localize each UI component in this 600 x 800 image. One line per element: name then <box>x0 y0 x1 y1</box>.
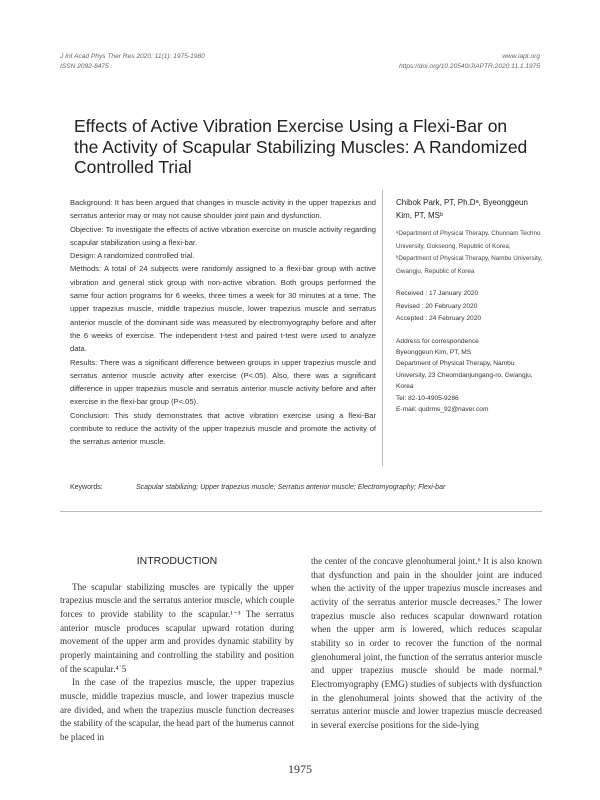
intro-paragraph-1: The scapular stabilizing muscles are typically the upper trapezius muscle and the serratus anterior muscle, which couple forces to provide stability to the scapular.¹⁻³ The serratus anterior muscle produces scapular upward rotation during movement of the upper arm and provides dynamic stability by properly maintaining and controlling the stability and position of the scapular.⁴˙5 <box>60 581 294 674</box>
body-column-right <box>311 555 542 733</box>
paper-title: Effects of Active Vibration Exercise Using a Flexi-Bar on the Activity of Scapular Stabilizing Muscles: A Randomized Controlled Trial <box>74 116 528 177</box>
correspondence <box>396 336 546 416</box>
journal-website-link[interactable]: www.iapt.org <box>502 53 540 60</box>
abstract-design: Design: A randomized controlled trial. <box>70 251 195 261</box>
revised-date: Revised : 20 February 2020 <box>396 302 478 310</box>
keywords-label: Keywords: <box>70 484 103 491</box>
doi-link[interactable]: https://doi.org/10.20540/JIAPTR.2020.11.1.1975 <box>398 63 540 70</box>
column-divider <box>382 190 383 466</box>
intro-paragraph-2: In the case of the trapezius muscle, the upper trapezius muscle, middle trapezius muscle, and lower trapezius muscle are divided, and when the trapezius muscle function decreases the stability of the scapular, the head part of the humerus cannot be placed in <box>60 677 294 742</box>
body-column-left <box>60 555 294 745</box>
accepted-date: Accepted : 24 February 2020 <box>396 315 482 322</box>
abstract-objective: Objective: To investigate the effects of active vibration exercise on muscle activity regarding scapular stabilization using a flexi-bar. <box>70 224 376 247</box>
abstract-background: Background: It has been argued that changes in muscle activity in the upper trapezius and serratus anterior may or may not cause shoulder joint pain and dysfunction. <box>70 198 376 221</box>
journal-citation-line: J Int Acad Phys Ther Res 2020; 11(1): 1975-1980 <box>60 53 205 60</box>
keywords-text: Scapular stabilizing; Upper trapezius muscle; Serratus anterior muscle; Electromyography; Flexi-bar <box>136 484 446 491</box>
author-sidebar <box>396 196 546 415</box>
issn-line: ISSN 2092-8475 <box>60 63 109 70</box>
affiliation-b: ᵇDepartment of Physical Therapy, Nambu University, Gwangju, Republic of Korea <box>396 255 543 275</box>
correspondence-email[interactable]: E-mail: qudrms_92@naver.com <box>396 405 489 413</box>
journal-links <box>399 52 540 72</box>
received-date: Received : 17 January 2020 <box>396 290 479 297</box>
author-list: Chibok Park, PT, Ph.Dᵃ, Byeonggeun Kim, PT, MSᵇ <box>396 198 528 220</box>
section-divider <box>60 511 542 512</box>
submission-dates <box>396 288 546 326</box>
abstract-methods: Methods: A total of 24 subjects were randomly assigned to a flexi-bar group with active vibration and general stick group with non-active vibration. Both groups performed the same four action programs for 6 weeks, three times a week for 30 minutes at a time. The upper trapezius muscle, middle trapezius muscle, lower trapezius muscle and serratus anterior muscle of the dominant side was measured by electromyography before and after the 6 weeks of exercise. The independent t-test and paired t-test were used to analyze data. <box>70 264 376 354</box>
journal-citation <box>60 52 205 72</box>
page-number: 1975 <box>288 762 312 776</box>
correspondence-heading: Address for correspondence <box>396 337 479 345</box>
abstract <box>70 196 376 449</box>
abstract-conclusion: Conclusion: This study demonstrates that active vibration exercise using a flexi-Bar contribute to reduce the activity of the upper trapezius muscle and promote the activity of the serratus anterior muscle. <box>70 410 376 447</box>
affiliation-a: ᵃDepartment of Physical Therapy, Chunnam Techno University, Gokseong, Republic of Korea; <box>396 230 541 250</box>
introduction-heading: INTRODUCTION <box>136 555 218 567</box>
correspondence-tel: Tel: 82-10-4905-9286 <box>396 394 459 402</box>
correspondence-address: Department of Physical Therapy, Nambu University, 23 Cheomdanjungang-ro, Gwangju, Korea <box>396 360 533 391</box>
correspondence-name: Byeonggeun Kim, PT, MS <box>396 348 472 356</box>
intro-paragraph-continued: the center of the concave glenohumeral joint.⁶ It is also known that dysfunction and pain in the shoulder joint are induced when the activity of the upper trapezius muscle increases and activity of the serratus anterior muscle decreases.⁷ The lower trapezius muscle also reduces scapular downward rotation when the upper arm is lowered, which reduces scapular stability so in order to recover the function of the normal glenohumeral joint, the function of the serratus anterior muscle and upper trapezius muscle should be made normal.⁸ Electromyography (EMG) studies of subjects with dysfunction in the glenohumeral joints showed that the activity of the serratus anterior muscle and lower trapezius muscle decreased in several exercise positions for the side-lying <box>311 556 542 730</box>
abstract-results: Results: There was a significant difference between groups in upper trapezius muscle and serratus anterior muscle activity after exercise (P<.05). Also, there was a significant difference in upper trapezius muscle and serratus anterior muscle activity before and after exercise in the flexi-bar group (P<.05). <box>70 357 376 407</box>
